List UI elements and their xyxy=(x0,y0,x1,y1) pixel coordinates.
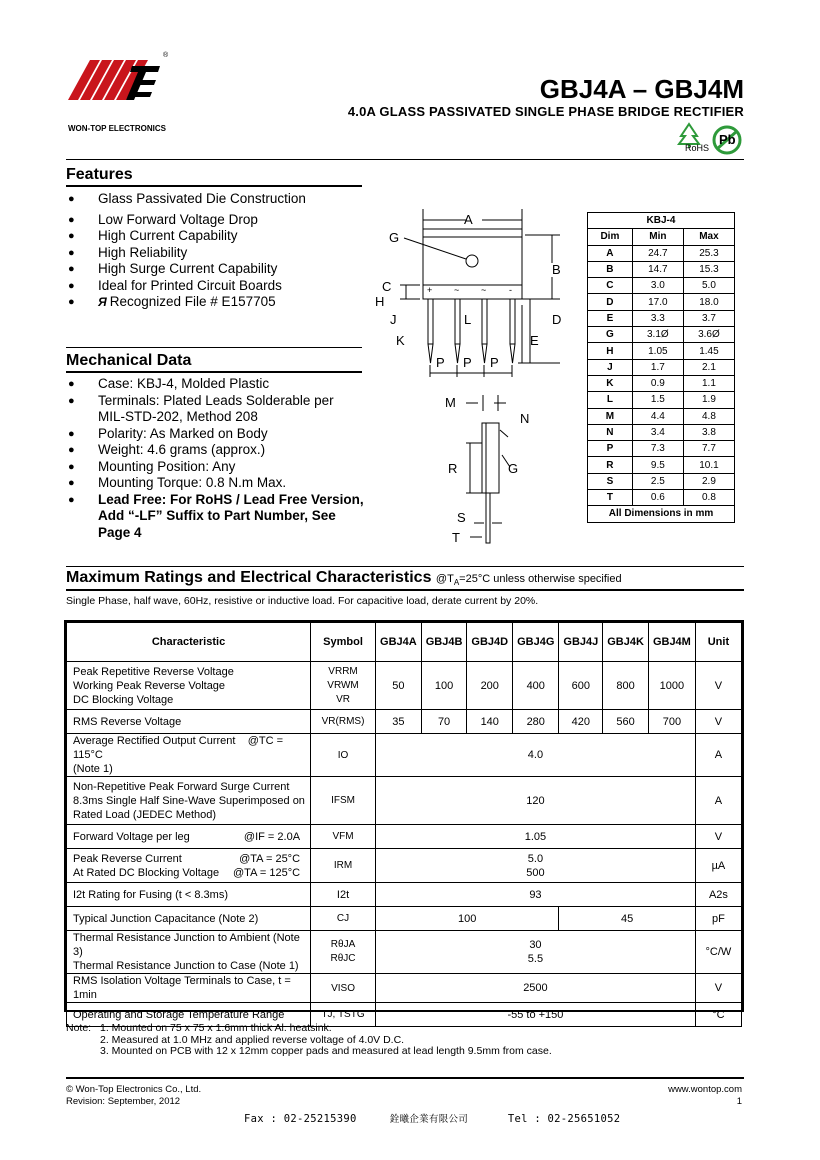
table-row: M 4.4 4.8 xyxy=(588,408,735,424)
table-row: I2t Rating for Fusing (t < 8.3ms) I2t 93 A2s xyxy=(67,883,742,907)
mechanical-rule-bottom xyxy=(66,371,362,373)
dim-label-e: E xyxy=(530,333,539,348)
table-row: R 9.5 10.1 xyxy=(588,457,735,473)
dim-label-d: D xyxy=(552,312,562,327)
note-item: 3. Mounted on PCB with 12 x 12mm copper pads and measured at lead length 9.5mm from case. xyxy=(100,1045,552,1057)
dim-label-l: L xyxy=(464,312,472,327)
list-item: ● Ideal for Printed Circuit Boards xyxy=(68,278,368,295)
list-item xyxy=(68,294,368,311)
column-header: GBJ4A xyxy=(376,623,422,662)
list-item: ● High Reliability xyxy=(68,245,368,262)
table-row: K 0.9 1.1 xyxy=(588,375,735,391)
table-row: Peak Repetitive Reverse Voltage Working Peak Reverse Voltage DC Blocking Voltage VRRM VRWM VR 50 100 200 400 600 800 1000 V xyxy=(67,662,742,710)
ratings-heading: Maximum Ratings and Electrical Characteristics xyxy=(66,569,432,586)
dim-label-k: K xyxy=(396,333,405,348)
table-footer: All Dimensions in mm xyxy=(588,506,735,522)
table-row: H 1.05 1.45 xyxy=(588,343,735,359)
column-header: Characteristic xyxy=(67,623,311,662)
terminal-plus: + xyxy=(427,285,433,295)
list-item: ● Polarity: As Marked on Body xyxy=(68,426,368,443)
table-row: P 7.3 7.7 xyxy=(588,441,735,457)
page-subtitle: 4.0A GLASS PASSIVATED SINGLE PHASE BRIDGE RECTIFIER xyxy=(347,104,744,119)
footer-rule xyxy=(66,1077,744,1079)
column-header: GBJ4G xyxy=(513,623,559,662)
dim-label-t: T xyxy=(452,530,460,545)
table-row: Thermal Resistance Junction to Ambient (Note 3) Thermal Resistance Junction to Case (Note 1) RθJA RθJC 30 5.5 °C/W xyxy=(67,931,742,974)
header-divider xyxy=(66,159,744,160)
dim-label-c: C xyxy=(382,279,392,294)
table-row: A 24.7 25.3 xyxy=(588,245,735,261)
terminal-ac2: ~ xyxy=(481,285,487,295)
column-header: GBJ4K xyxy=(603,623,649,662)
ratings-rule xyxy=(66,589,744,591)
mechanical-list xyxy=(68,376,368,541)
dim-label-m: M xyxy=(445,395,456,410)
website-link[interactable]: www.wontop.com xyxy=(668,1084,742,1095)
ratings-note: Single Phase, half wave, 60Hz, resistive or inductive load. For capacitive load, derate current by 20%. xyxy=(66,595,539,607)
dim-label-p1: P xyxy=(436,355,445,370)
list-item: ● Weight: 4.6 grams (approx.) xyxy=(68,442,368,459)
list-item: ● Case: KBJ-4, Molded Plastic xyxy=(68,376,368,393)
dim-label-j: J xyxy=(390,312,397,327)
dim-label-s: S xyxy=(457,510,466,525)
list-item: ● High Surge Current Capability xyxy=(68,261,368,278)
notes-label: Note: xyxy=(66,1022,92,1034)
table-row: Average Rectified Output Current @TC = 115°C (Note 1) IO 4.0 A xyxy=(67,734,742,777)
list-item-text: Recognized File # E157705 xyxy=(109,294,276,309)
dim-label-b: B xyxy=(552,262,561,277)
mechanical-heading: Mechanical Data xyxy=(66,352,192,369)
company-logo xyxy=(66,52,169,122)
table-row: D 17.0 18.0 xyxy=(588,294,735,310)
dim-label-g: G xyxy=(389,230,400,245)
features-list xyxy=(68,191,368,311)
ratings-condition: $@T_A=25^\circ C$ unless otherwise specified xyxy=(435,573,622,588)
ratings-top-rule xyxy=(66,566,744,567)
column-header: Min xyxy=(632,229,683,245)
dim-label-h: H xyxy=(375,294,385,309)
list-item: ● Lead Free: For RoHS / Lead Free Version, Add “-LF” Suffix to Part Number, See Page 4 xyxy=(68,492,368,542)
page-number: 1 xyxy=(736,1096,742,1107)
table-row: S 2.5 2.9 xyxy=(588,473,735,489)
table-row: RMS Isolation Voltage Terminals to Case, t = 1min VISO 2500 V xyxy=(67,974,742,1003)
column-header: GBJ4J xyxy=(559,623,603,662)
table-row: Peak Reverse Current @TA = 25°C At Rated DC Blocking Voltage @TA = 125°C IRM 5.0 500 µA xyxy=(67,849,742,883)
column-header: Dim xyxy=(588,229,633,245)
dim-label-r: R xyxy=(448,461,458,476)
table-title: KBJ-4 xyxy=(588,213,735,229)
column-header: GBJ4M xyxy=(648,623,695,662)
table-row: G 3.1Ø 3.6Ø xyxy=(588,327,735,343)
table-row: J 1.7 2.1 xyxy=(588,359,735,375)
list-item: ● Terminals: Plated Leads Solderable per MIL-STD-202, Method 208 xyxy=(68,393,358,426)
column-header: Symbol xyxy=(311,623,376,662)
table-row: RMS Reverse Voltage VR(RMS) 35 70 140 280 420 560 700 V xyxy=(67,710,742,734)
note-item: 1. Mounted on 75 x 75 x 1.6mm thick Al. heatsink. xyxy=(100,1022,332,1034)
table-row: Non-Repetitive Peak Forward Surge Current 8.3ms Single Half Sine-Wave Superimposed on Rated Load (JEDEC Method) IFSM 120 A xyxy=(67,777,742,825)
table-row: C 3.0 5.0 xyxy=(588,278,735,294)
list-item: ● Glass Passivated Die Construction xyxy=(68,191,368,208)
ratings-table xyxy=(66,622,742,1027)
package-outline-diagram xyxy=(370,205,580,555)
terminal-ac1: ~ xyxy=(454,285,460,295)
table-row: Operating and Storage Temperature Range TJ, TSTG -55 to +150 °C xyxy=(67,1003,742,1027)
rohs-label: RoHS xyxy=(685,143,710,153)
list-item: ● Mounting Torque: 0.8 N.m Max. xyxy=(68,475,368,492)
mechanical-rule xyxy=(66,347,362,348)
table-row: E 3.3 3.7 xyxy=(588,310,735,326)
company-name: WON-TOP ELECTRONICS xyxy=(68,124,166,133)
column-header: GBJ4B xyxy=(421,623,467,662)
dim-label-p2: P xyxy=(463,355,472,370)
table-row: B 14.7 15.3 xyxy=(588,261,735,277)
features-heading: Features xyxy=(66,166,133,183)
table-row: L 1.5 1.9 xyxy=(588,392,735,408)
dim-label-p3: P xyxy=(490,355,499,370)
table-row: N 3.4 3.8 xyxy=(588,424,735,440)
column-header: Unit xyxy=(695,623,741,662)
notes-list xyxy=(100,1023,552,1058)
note-item: 2. Measured at 1.0 MHz and applied reverse voltage of 4.0V D.C. xyxy=(100,1033,405,1046)
dim-label-n: N xyxy=(520,411,530,426)
copyright: © Won-Top Electronics Co., Ltd. xyxy=(66,1084,202,1095)
page-title: GBJ4A – GBJ4M xyxy=(539,74,744,104)
column-header: GBJ4D xyxy=(467,623,513,662)
registered-mark: ® xyxy=(163,52,169,59)
column-header: Max xyxy=(683,229,734,245)
ratings-heading-row xyxy=(66,569,622,587)
dim-label-a: A xyxy=(464,212,473,227)
list-item: ● Mounting Position: Any xyxy=(68,459,368,476)
dimension-table xyxy=(587,212,735,523)
ul-logo: Я xyxy=(98,295,107,309)
dim-label-g2: G xyxy=(508,461,519,476)
terminal-minus: - xyxy=(509,285,512,295)
table-row: T 0.6 0.8 xyxy=(588,490,735,506)
list-item: ● High Current Capability xyxy=(68,228,368,245)
table-row: Typical Junction Capacitance (Note 2) CJ 100 45 pF xyxy=(67,907,742,931)
features-rule xyxy=(66,185,362,187)
list-item: ● Low Forward Voltage Drop xyxy=(68,212,368,229)
revision: Revision: September, 2012 xyxy=(66,1096,181,1107)
fax-line: Fax : 02-25215390 銓曦企業有限公司 Tel : 02-25651052 xyxy=(244,1113,621,1125)
pb-label: Pb xyxy=(719,132,736,147)
table-row: Forward Voltage per leg @IF = 2.0A VFM 1.05 V xyxy=(67,825,742,849)
